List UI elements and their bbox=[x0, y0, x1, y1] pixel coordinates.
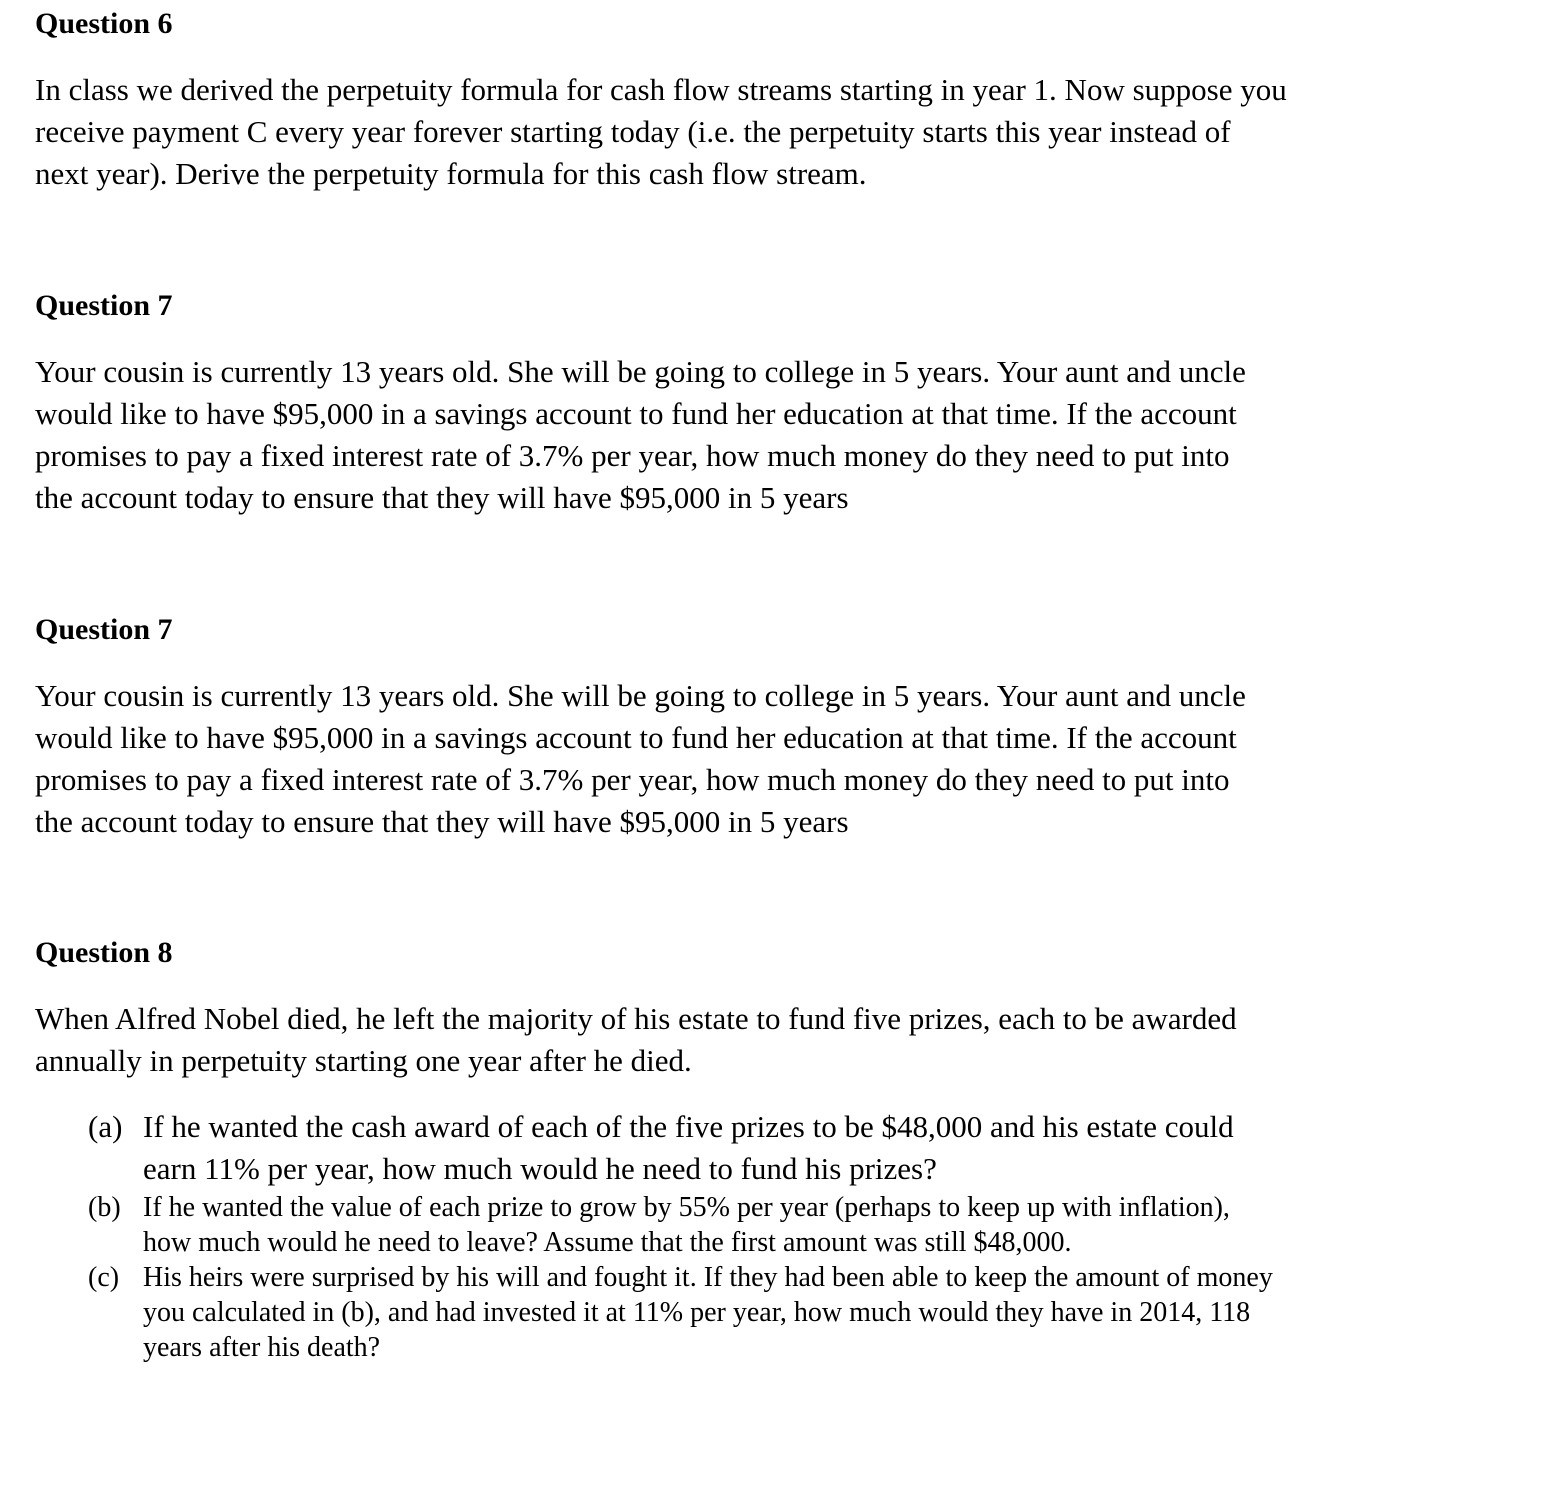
question-7-text bbox=[35, 351, 1505, 519]
part-c-line: His heirs were surprised by his will and fought it. If they had been able to keep the amount of money bbox=[143, 1262, 1273, 1293]
question-7-duplicate-text bbox=[35, 675, 1505, 843]
question-8-text bbox=[35, 998, 1505, 1082]
question-7-line: would like to have $95,000 in a savings account to fund her education at that time. If the account bbox=[35, 396, 1237, 431]
question-6-text bbox=[35, 69, 1505, 195]
part-c-marker: (c) bbox=[88, 1262, 120, 1293]
question-8-part-b bbox=[88, 1190, 1498, 1260]
question-8-line: annually in perpetuity starting one year after he died. bbox=[35, 1043, 692, 1078]
part-a-line: earn 11% per year, how much would he need to fund his prizes? bbox=[143, 1151, 937, 1186]
question-7-heading: Question 7 bbox=[35, 289, 173, 322]
question-7-duplicate-line: Your cousin is currently 13 years old. She will be going to college in 5 years. Your aunt and uncle bbox=[35, 678, 1246, 713]
question-8-parts-list bbox=[88, 1106, 1498, 1365]
part-c-line: you calculated in (b), and had invested it at 11% per year, how much would they have in 2014, 118 bbox=[143, 1297, 1251, 1328]
question-7-duplicate-line: promises to pay a fixed interest rate of 3.7% per year, how much money do they need to put into bbox=[35, 762, 1230, 797]
question-6-heading: Question 6 bbox=[35, 7, 173, 40]
question-6-line: In class we derived the perpetuity formula for cash flow streams starting in year 1. Now suppose you bbox=[35, 72, 1287, 107]
question-7-duplicate-heading: Question 7 bbox=[35, 613, 173, 646]
question-7-line: promises to pay a fixed interest rate of 3.7% per year, how much money do they need to put into bbox=[35, 438, 1230, 473]
question-7-line: the account today to ensure that they will have $95,000 in 5 years bbox=[35, 480, 849, 515]
part-b-marker: (b) bbox=[88, 1192, 121, 1223]
part-b-line: how much would he need to leave? Assume that the first amount was still $48,000. bbox=[143, 1227, 1072, 1258]
part-a-marker: (a) bbox=[88, 1109, 123, 1144]
question-8-part-a bbox=[88, 1106, 1498, 1190]
question-7-line: Your cousin is currently 13 years old. She will be going to college in 5 years. Your aunt and uncle bbox=[35, 354, 1246, 389]
question-6-line: next year). Derive the perpetuity formula for this cash flow stream. bbox=[35, 156, 867, 191]
part-a-line: If he wanted the cash award of each of the five prizes to be $48,000 and his estate could bbox=[143, 1109, 1234, 1144]
part-c-line: years after his death? bbox=[143, 1332, 381, 1363]
question-8-line: When Alfred Nobel died, he left the majority of his estate to fund five prizes, each to be awarded bbox=[35, 1001, 1237, 1036]
question-8-part-c bbox=[88, 1260, 1498, 1365]
question-6-line: receive payment C every year forever starting today (i.e. the perpetuity starts this year instead of bbox=[35, 114, 1231, 149]
question-7-duplicate-line: would like to have $95,000 in a savings account to fund her education at that time. If the account bbox=[35, 720, 1237, 755]
question-7-duplicate-line: the account today to ensure that they will have $95,000 in 5 years bbox=[35, 804, 849, 839]
part-b-line: If he wanted the value of each prize to grow by 55% per year (perhaps to keep up with inflation), bbox=[143, 1192, 1230, 1223]
question-8-heading: Question 8 bbox=[35, 936, 173, 969]
